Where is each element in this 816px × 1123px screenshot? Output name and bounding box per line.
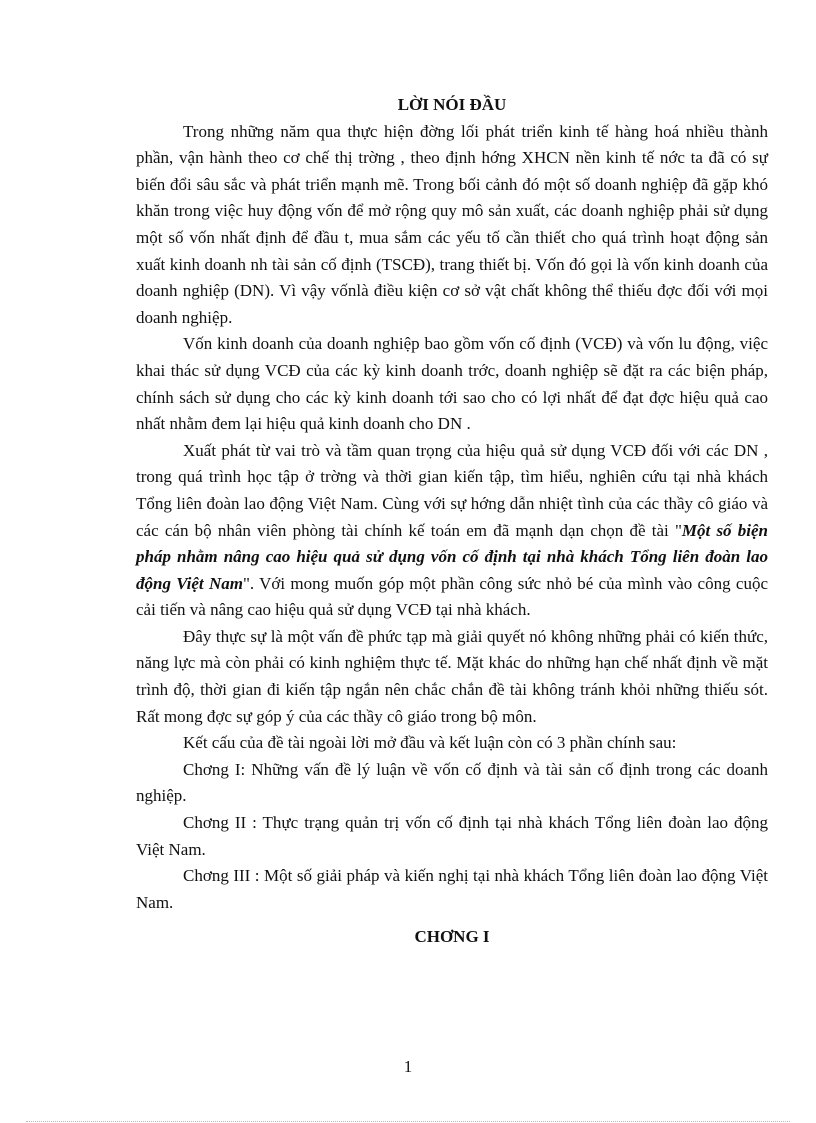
chapter-2-summary: Chơng II : Thực trạng quản trị vốn cố định tại nhà khách Tổng liên đoàn lao động Việt Nam.: [136, 813, 768, 859]
paragraph-2: Vốn kinh doanh của doanh nghiệp bao gồm vốn cố định (VCĐ) và vốn lu động, việc khai thác sử dụng VCĐ của các kỳ kinh doanh trớc, doanh nghiệp sẽ đặt ra các biện pháp, chính sách sử dụng cho các kỳ kinh doanh tới sao cho có lợi nhất để đạt đợc hiệu quả cao nhất nhằm đem lại hiệu quả kinh doanh cho DN .: [136, 334, 768, 434]
page-number: 1: [403, 1057, 413, 1076]
paragraph-3: [136, 438, 768, 624]
paragraph-3-outro: ". Với mong muốn góp một phần công sức nhỏ bé của mình vào công cuộc cải tiến và nâng cao hiệu quả sử dụng VCĐ tại nhà khách.: [136, 573, 768, 620]
thesis-topic-title: Một số biện pháp nhằm nâng cao hiệu quả sử dụng vốn cố định tại nhà khách Tổng liên đoàn lao động Việt Nam: [136, 520, 768, 593]
paragraph-5: Kết cấu của đề tài ngoài lời mở đầu và kết luận còn có 3 phần chính sau:: [183, 733, 677, 753]
document-title: LỜI NÓI ĐẦU: [397, 95, 507, 114]
document-body: [136, 92, 768, 951]
chapter-3-summary: Chơng III : Một số giải pháp và kiến nghị tại nhà khách Tổng liên đoàn lao động Việt Nam.: [136, 866, 768, 912]
paragraph-4: Đây thực sự là một vấn đề phức tạp mà giải quyết nó không những phải có kiến thức, năng lực mà còn phải có kinh nghiệm thực tế. Mặt khác do những hạn chế nhất định về mặt trình độ, thời gian đi kiến tập ngắn nên chắc chắn đề tài không tránh khỏi những thiếu sót. Rất mong đợc sự góp ý của các thầy cô giáo trong bộ môn.: [136, 626, 768, 726]
page-bottom-divider: [26, 1121, 790, 1122]
chapter-heading: CHƠNG I: [414, 927, 490, 947]
paragraph-3-intro: Xuất phát từ vai trò và tầm quan trọng của hiệu quả sử dụng VCĐ đối với các DN , trong quá trình học tập ở trờng và thời gian kiến tập, tìm hiểu, nghiên cứu tại nhà khách Tổng liên đoàn lao động Việt Nam. Cùng với sự hớng dẫn nhiệt tình của các thầy cô giáo và các cán bộ nhân viên phòng tài chính kế toán em đã mạnh dạn chọn đề tài ": [136, 440, 768, 540]
chapter-1-summary: Chơng I: Những vấn đề lý luận về vốn cố định và tài sản cố định trong các doanh nghiệp.: [136, 759, 768, 806]
paragraph-1: Trong những năm qua thực hiện đờng lối phát triển kinh tế hàng hoá nhiều thành phần, vận hành theo cơ chế thị trờng , theo định hớng XHCN nền kinh tế nớc ta đã có sự biến đổi sâu sắc và phát triển mạnh mẽ. Trong bối cảnh đó một số doanh nghiệp đã gặp khó khăn trong việc huy động vốn để mở rộng quy mô sản xuất, các doanh nghiệp phải sử dụng một số vốn nhất định để đầu t, mua sắm các yếu tố cần thiết cho quá trình hoạt động sản xuất kinh doanh nh tài sản cố định (TSCĐ), trang thiết bị. Vốn đó gọi là vốn kinh doanh của doanh nghiệp (DN). Vì vậy vốnlà điều kiện cơ sở vật chất không thể thiếu đợc đối với mọi doanh nghiệp.: [136, 121, 768, 327]
